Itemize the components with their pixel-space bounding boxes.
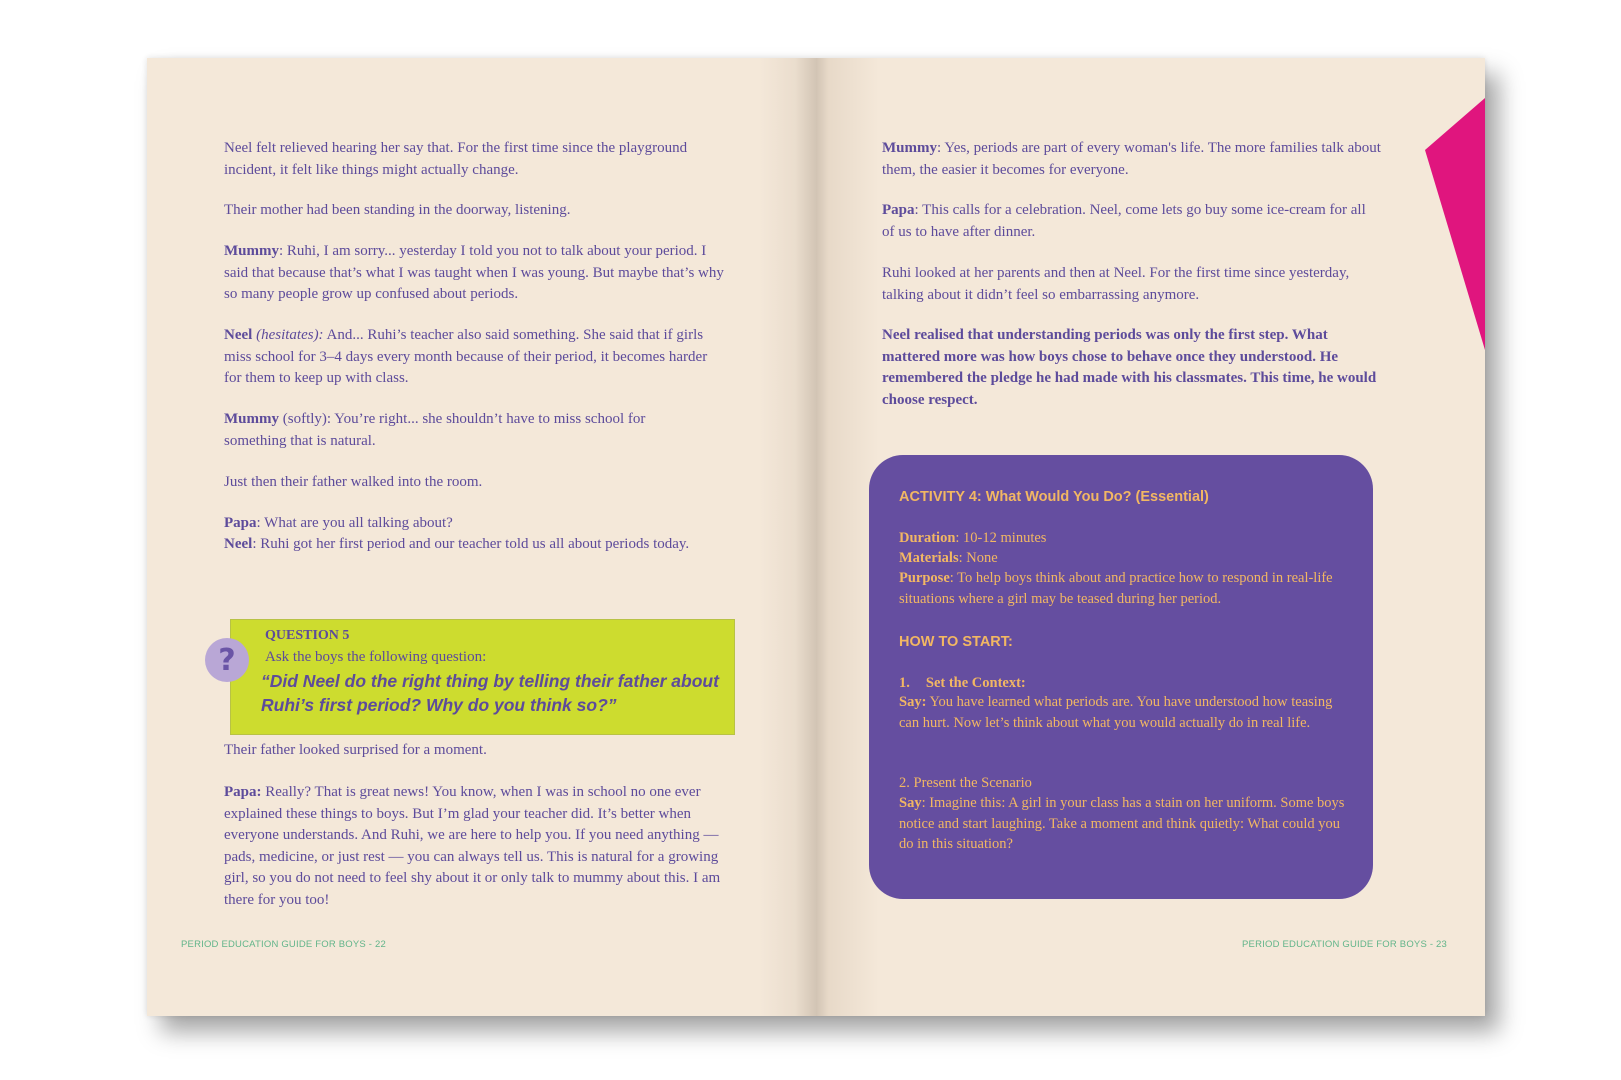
speaker-name: Papa xyxy=(224,515,257,531)
dialogue-neel: Neel: Ruhi got her first period and our teacher told us all about periods today. xyxy=(224,536,690,552)
dialogue-papa: Papa: What are you all talking about? xyxy=(224,515,453,531)
dialogue-mummy: Mummy (softly): You’re right... she shouldn’t have to miss school for something that is natural. xyxy=(224,411,646,449)
dialogue-papa: Papa: Really? That is great news! You know, when I was in school no one ever explained these things to boys. But I’m glad your teacher did. It’s better when everyone understands. And Ruhi, we are here to help you. If you need anything — pads, medicine, or just rest — you can always tell us. This is natural for a growing girl, so you do not need to feel shy about it or only talk to mummy about this. I am there for you too! xyxy=(224,784,721,908)
activity-purpose: Purpose: To help boys think about and practice how to respond in real-life situations where a girl may be teased during her period. xyxy=(899,570,1333,607)
question-title: QUESTION 5 xyxy=(265,628,350,643)
speaker-name: Neel xyxy=(224,327,253,343)
paragraph: Ruhi looked at her parents and then at Neel. For the first time since yesterday, talking about it didn’t feel so embarrassing anymore. xyxy=(882,265,1350,303)
left-page xyxy=(224,58,744,1016)
speaker-name: Mummy xyxy=(224,411,279,427)
paragraph: Neel felt relieved hearing her say that. For the first time since the playground incident, it felt like things might actually change. xyxy=(224,140,688,178)
book-gutter xyxy=(759,58,879,1016)
dialogue-mummy: Mummy: Ruhi, I am sorry... yesterday I told you not to talk about your period. I said that because that’s what I was taught when I was young. But maybe that’s why so many people grow up confused about periods. xyxy=(224,243,724,302)
speaker-name: Papa xyxy=(882,202,915,218)
step-2-say: Say: Imagine this: A girl in your class has a stain on her uniform. Some boys notice and start laughing. Take a moment and think quietly: What could you do in this situation? xyxy=(899,795,1345,852)
open-book xyxy=(147,58,1485,1016)
dialogue-neel: Neel (hesitates): And... Ruhi’s teacher also said something. She said that if girls miss school for 3–4 days every month because of their period, it becomes harder for them to keep up with class. xyxy=(224,327,708,386)
page-footer-right: PERIOD EDUCATION GUIDE FOR BOYS - 23 xyxy=(1242,939,1447,950)
activity-title: ACTIVITY 4: What Would You Do? (Essential) xyxy=(899,489,1209,505)
page-footer-left: PERIOD EDUCATION GUIDE FOR BOYS - 22 xyxy=(181,939,386,950)
activity-materials: Materials: None xyxy=(899,550,998,566)
conclusion-paragraph: Neel realised that understanding periods was only the first step. What mattered more was how boys chose to behave once they understood. He remembered the pledge he had made with his classmates. This time, he would choose respect. xyxy=(882,327,1377,408)
question-instruction: Ask the boys the following question: xyxy=(265,649,487,665)
speaker-name: Neel xyxy=(224,536,253,552)
paragraph: Their father looked surprised for a moment. xyxy=(224,742,487,758)
speaker-name: Papa: xyxy=(224,784,262,800)
paragraph: Just then their father walked into the room. xyxy=(224,474,483,490)
question-mark-icon: ? xyxy=(205,638,249,682)
activity-duration: Duration: 10-12 minutes xyxy=(899,530,1047,546)
how-to-start-heading: HOW TO START: xyxy=(899,634,1013,650)
speaker-name: Mummy xyxy=(224,243,279,259)
step-1-say: Say: You have learned what periods are. You have understood how teasing can hurt. Now let’s think about what you would actually do in real life. xyxy=(899,694,1333,731)
dialogue-mummy: Mummy: Yes, periods are part of every woman's life. The more families talk about them, the easier it becomes for everyone. xyxy=(882,140,1381,178)
question-quote: “Did Neel do the right thing by telling their father about Ruhi’s first period? Why do you think so?” xyxy=(261,671,719,715)
step-1-title: 1. Set the Context: xyxy=(899,675,1026,691)
dialogue-papa: Papa: This calls for a celebration. Neel, come lets go buy some ice-cream for all of us to have after dinner. xyxy=(882,202,1366,240)
speaker-name: Mummy xyxy=(882,140,937,156)
step-2-title: 2. Present the Scenario xyxy=(899,775,1032,791)
paragraph: Their mother had been standing in the doorway, listening. xyxy=(224,202,571,218)
